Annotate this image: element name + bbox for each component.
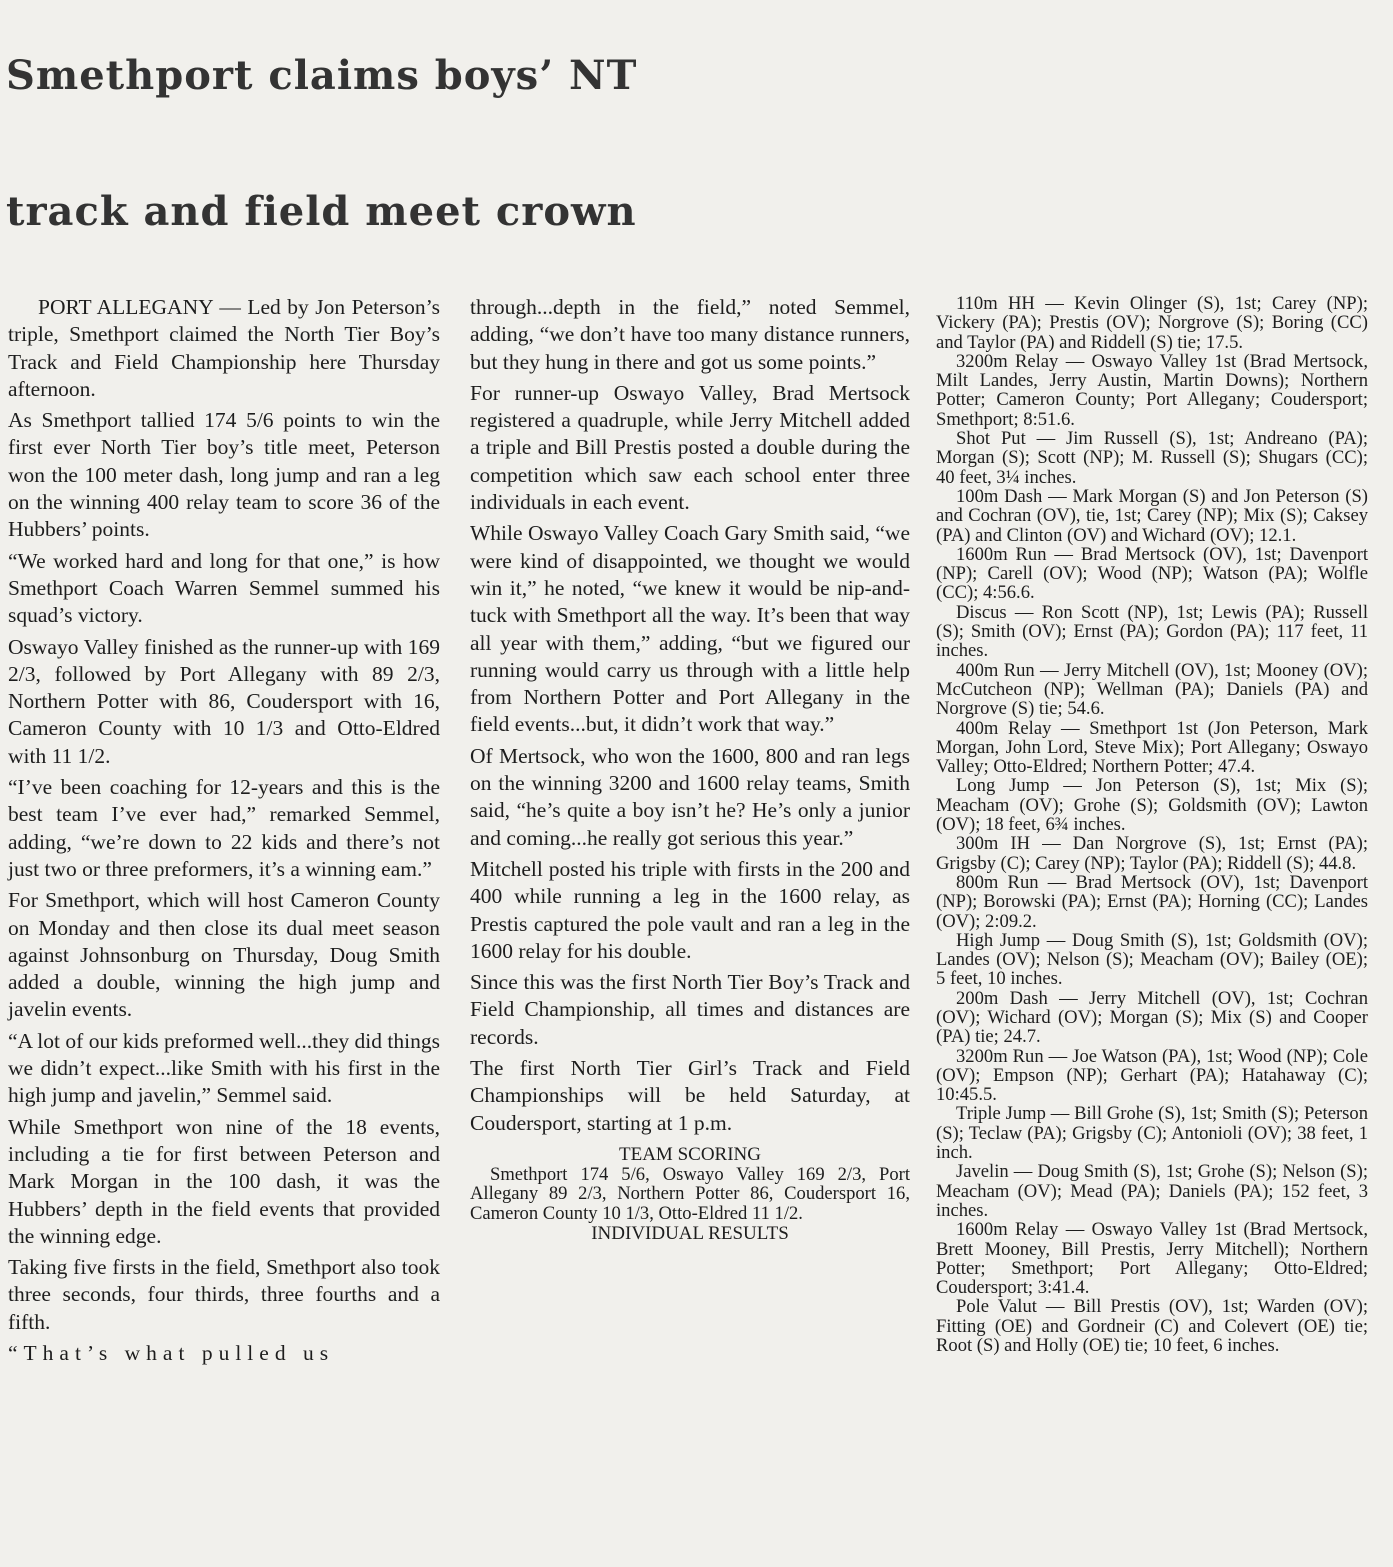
team-scoring-heading: TEAM SCORING (619, 1143, 761, 1165)
paragraph: The first North Tier Girl’s Track and Field Championships will be held Saturday, at Coudersport, starting at 1 p.m. (470, 1056, 910, 1135)
results-column (936, 294, 1368, 1355)
result-entry: 3200m Run — Joe Watson (PA), 1st; Wood (NP); Cole (OV); Empson (NP); Gerhart (PA); Hatahaway (C); 10:45.5. (936, 1045, 1368, 1106)
result-entry: 110m HH — Kevin Olinger (S), 1st; Carey (NP); Vickery (PA); Prestis (OV); Norgrove (S); Boring (CC) and Taylor (PA) and Riddell (S) tie; 17.5. (936, 293, 1368, 353)
headline (6, 8, 1391, 280)
paragraph: While Smethport won nine of the 18 events, including a tie for first between Peterson and Mark Morgan in the 100 dash, it was the Hubbers’ depth in the field events that provided the winning edge. (8, 1114, 440, 1248)
paragraph: “That’s what pulled us (8, 1340, 335, 1365)
paragraph: PORT ALLEGANY — Led by Jon Peterson’s triple, Smethport claimed the North Tier Boy’s Track and Field Championship here Thursday afternoon. (8, 295, 440, 401)
paragraph: Mitchell posted his triple with firsts in the 200 and 400 while running a leg in the 1600 relay, as Prestis captured the pole vault and ran a leg in the 1600 relay for his double. (470, 856, 910, 963)
paragraph: For Smethport, which will host Cameron County on Monday and then close its dual meet season against Johnsonburg on Thursday, Doug Smith added a double, winning the high jump and javelin events. (8, 888, 440, 1022)
team-scoring-body: Smethport 174 5/6, Oswayo Valley 169 2/3, Port Allegany 89 2/3, Northern Potter 86, Coudersport 16, Cameron County 10 1/3, Otto-Eldred 11 1/2. (470, 1163, 910, 1224)
paragraph: “I’ve been coaching for 12-years and this is the best team I’ve ever had,” remarked Semmel, adding, “we’re down to 22 kids and there’s not just two or three preformers, it’s a winning eam.” (8, 775, 440, 881)
result-entry: 3200m Relay — Oswayo Valley 1st (Brad Mertsock, Milt Landes, Jerry Austin, Martin Downs); Northern Potter; Cameron County; Port Allegany; Coudersport; Smethport; 8:51.6. (936, 350, 1368, 430)
result-entry: Triple Jump — Bill Grohe (S), 1st; Smith (S); Peterson (S); Teclaw (PA); Grigsby (C); Antonioli (OV); 38 feet, 1 inch. (936, 1103, 1368, 1164)
article-column-2 (470, 294, 910, 1245)
paragraph: Of Mertsock, who won the 1600, 800 and ran legs on the winning 3200 and 1600 relay teams, Smith said, “he’s quite a boy isn’t he? He’s only a junior and coming...he really got serious this year.” (470, 743, 910, 850)
result-entry: 300m IH — Dan Norgrove (S), 1st; Ernst (PA); Grigsby (C); Carey (NP); Taylor (PA); Riddell (S); 44.8. (936, 833, 1368, 874)
result-entry: Discus — Ron Scott (NP), 1st; Lewis (PA); Russell (S); Smith (OV); Ernst (PA); Gordon (PA); 117 feet, 11 inches. (936, 601, 1368, 662)
paragraph: While Oswayo Valley Coach Gary Smith said, “we were kind of disappointed, we thought we would win it,” he noted, “we knew it would be nip-and-tuck with Smethport all the way. It’s been that way all year with them,” adding, “but we figured our running would carry us through with a little help from Northern Potter and Port Allegany in the field events...but, it didn’t work that way.” (470, 521, 910, 737)
result-entry: 400m Run — Jerry Mitchell (OV), 1st; Mooney (OV); McCutcheon (NP); Wellman (PA); Daniels (PA) and Norgrove (S) tie; 54.6. (936, 659, 1368, 720)
paragraph: “We worked hard and long for that one,” is how Smethport Coach Warren Semmel summed his squad’s victory. (8, 548, 440, 628)
result-entry: 800m Run — Brad Mertsock (OV), 1st; Davenport (NP); Borowski (PA); Ernst (PA); Horning (CC); Landes (OV); 2:09.2. (936, 871, 1368, 932)
result-entry: 1600m Relay — Oswayo Valley 1st (Brad Mertsock, Brett Mooney, Bill Prestis, Jerry Mitchell); Northern Potter; Smethport; Port Allegany; Otto-Eldred; Coudersport; 3:41.4. (936, 1219, 1368, 1299)
article-column-1 (8, 294, 440, 1371)
result-entry: 400m Relay — Smethport 1st (Jon Peterson, Mark Morgan, John Lord, Steve Mix); Port Allegany; Oswayo Valley; Otto-Eldred; Northern Potter; 47.4. (936, 717, 1368, 778)
headline-line-2: track and field meet crown (6, 188, 637, 235)
paragraph: Oswayo Valley finished as the runner-up with 169 2/3, followed by Port Allegany with 89 2/3, Northern Potter with 86, Coudersport with 16, Cameron County with 10 1/3 and Otto-Eldred with 11 1/2. (8, 634, 440, 768)
result-entry: Long Jump — Jon Peterson (S), 1st; Mix (S); Meacham (OV); Grohe (S); Goldsmith (OV); Lawton (OV); 18 feet, 6¾ inches. (936, 775, 1368, 836)
result-entry: Shot Put — Jim Russell (S), 1st; Andreano (PA); Morgan (S); Scott (NP); M. Russell (S); Shugars (CC); 40 feet, 3¼ inches. (936, 428, 1368, 488)
headline-line-1: Smethport claims boys’ NT (6, 52, 638, 99)
result-entry: Pole Valut — Bill Prestis (OV), 1st; Warden (OV); Fitting (OE) and Gordneir (C) and Colevert (OE) tie; Root (S) and Holly (OE) tie; 10 feet, 6 inches. (936, 1296, 1368, 1357)
paragraph: “A lot of our kids preformed well...they did things we didn’t expect...like Smith with his first in the high jump and javelin,” Semmel said. (8, 1028, 440, 1108)
result-entry: High Jump — Doug Smith (S), 1st; Goldsmith (OV); Landes (OV); Nelson (S); Meacham (OV); Bailey (OE); 5 feet, 10 inches. (936, 929, 1368, 990)
paragraph: through...depth in the field,” noted Semmel, adding, “we don’t have too many distance runners, but they hung in there and got us some points.” (470, 295, 910, 374)
individual-results-heading: INDIVIDUAL RESULTS (591, 1222, 789, 1244)
result-entry: 100m Dash — Mark Morgan (S) and Jon Peterson (S) and Cochran (OV), tie, 1st; Carey (NP); Mix (S); Caksey (PA) and Clinton (OV) and Wichard (OV); 12.1. (936, 485, 1368, 546)
paragraph: Since this was the first North Tier Boy’s Track and Field Championship, all times and distances are records. (470, 970, 910, 1049)
result-entry: 1600m Run — Brad Mertsock (OV), 1st; Davenport (NP); Carell (OV); Wood (NP); Watson (PA); Wolfle (CC); 4:56.6. (936, 543, 1368, 604)
paragraph: Taking five firsts in the field, Smethport also took three seconds, four thirds, three fourths and a fifth. (8, 1255, 440, 1334)
paragraph: For runner-up Oswayo Valley, Brad Mertsock registered a quadruple, while Jerry Mitchell added a triple and Bill Prestis posted a double during the competition which saw each school enter three individuals in each event. (470, 380, 910, 515)
result-entry: 200m Dash — Jerry Mitchell (OV), 1st; Cochran (OV); Wichard (OV); Morgan (S); Mix (S) and Cooper (PA) tie; 24.7. (936, 987, 1368, 1048)
paragraph: As Smethport tallied 174 5/6 points to win the first ever North Tier boy’s title meet, Peterson won the 100 meter dash, long jump and ran a leg on the winning 400 relay team to score 36 of the Hubbers’ points. (8, 408, 440, 542)
result-entry: Javelin — Doug Smith (S), 1st; Grohe (S); Nelson (S); Meacham (OV); Mead (PA); Daniels (PA); 152 feet, 3 inches. (936, 1161, 1368, 1221)
